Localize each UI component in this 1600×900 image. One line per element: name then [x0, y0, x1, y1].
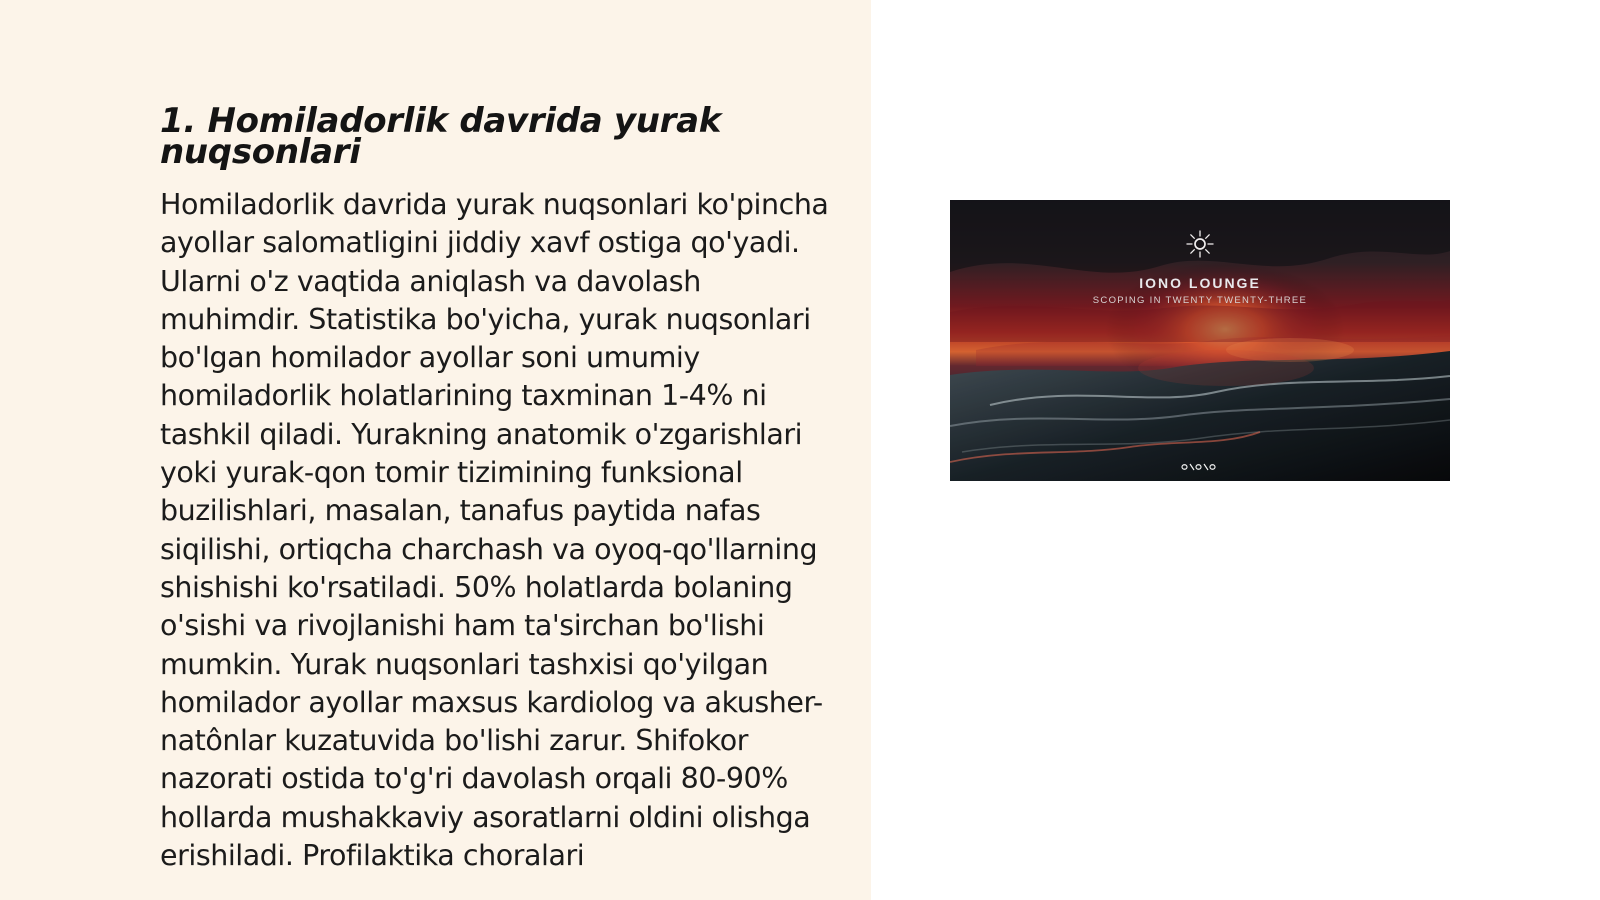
image-subtitle: SCOPING IN TWENTY TWENTY-THREE	[1092, 295, 1308, 306]
image-title: IONO LOUNGE	[1139, 275, 1261, 291]
slide-image	[950, 200, 1450, 481]
slide-title: 1. Homiladorlik davrida yurak nuqsonlari	[160, 101, 722, 172]
slide-body-text: Homiladorlik davrida yurak nuqsonlari ko'pincha ayollar salomatligini jiddiy xavf ostiga qo'yadi. Ularni o'z vaqtida aniqlash va davolash muhimdir. Statistika bo'yicha, yurak nuqsonlari bo'lgan homilador ayollar soni umumiy homiladorlik holatlarining taxminan 1-4% ni tashkil qiladi. Yurakning anatomik o'zgarishlari yoki yurak-qon tomir tizimining funksional buzilishlari, masalan, tanafus paytida nafas siqilishi, ortiqcha charchash va oyoq-qo'llarning shishishi ko'rsatiladi. 50% holatlarda bolaning o'sishi va rivojlanishi ham ta'sirchan bo'lishi mumkin. Yurak nuqsonlari tashxisi qo'yilgan homilador ayollar maxsus kardiolog va akusher-natônlar kuzatuvida bo'lishi zarur. Shifokor nazorati ostida to'g'ri davolash orqali 80-90% hollarda mushakkaviy asoratlarni oldini olishga erishiladi. Profilaktika choralari	[160, 188, 829, 873]
sun-icon	[1186, 230, 1214, 258]
iono-logo-icon	[1180, 462, 1220, 472]
